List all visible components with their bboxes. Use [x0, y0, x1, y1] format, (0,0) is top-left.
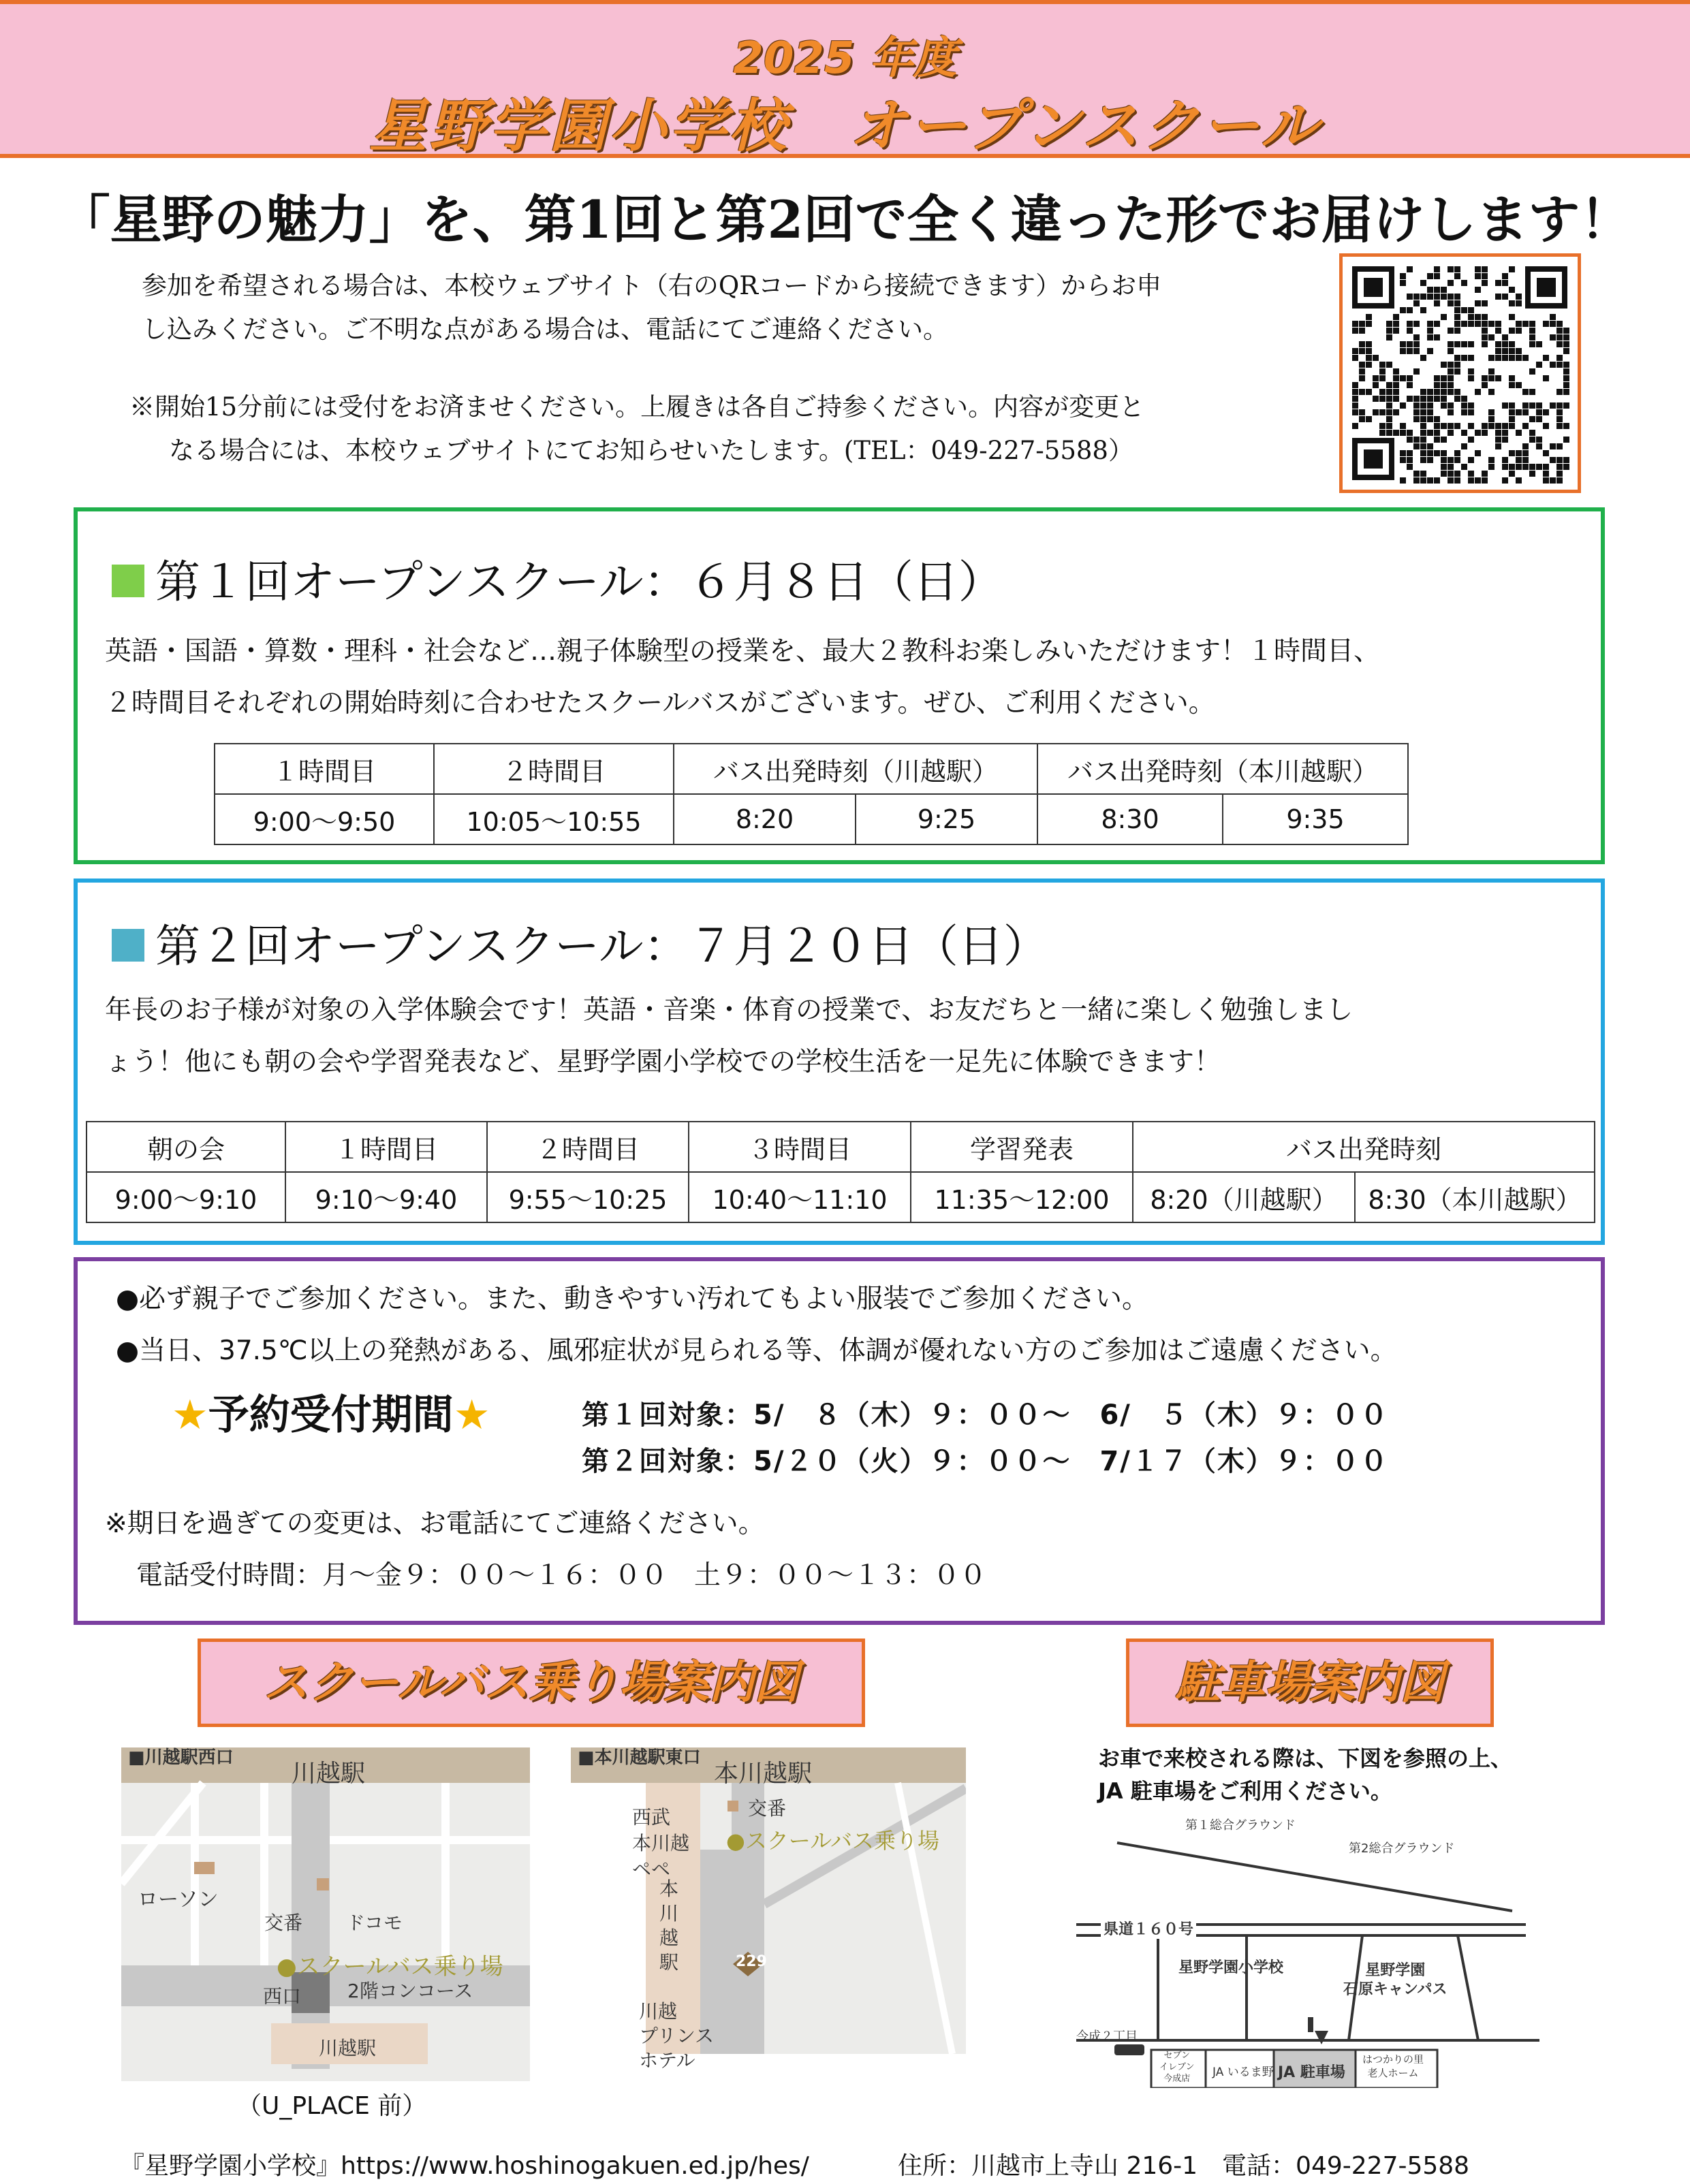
s2-value-morning: 9:00～9:10	[87, 1172, 285, 1222]
route-229-badge: 229	[736, 1953, 767, 1970]
header-year: 2025 年度	[733, 33, 957, 84]
kawagoe-station-map	[121, 1747, 530, 2120]
header-banner	[0, 0, 1690, 158]
parking-map-title: 駐車場案内図	[1126, 1639, 1494, 1727]
map1-station-bottom: 川越駅	[319, 2037, 377, 2059]
parking-desc-1: お車で来校される際は、下図を参照の上、	[1098, 1745, 1513, 1771]
reserve-period-2: 第２回対象：5/２０（火）９：００～ 7/１７（木）９：００	[582, 1446, 1389, 1477]
kawagoe-map-drawing	[121, 1747, 530, 2081]
s1-value-bus-k1: 8:20	[674, 794, 856, 844]
s2-value-presentation: 11:35～12:00	[911, 1172, 1133, 1222]
s1-header-period1: １時間目	[215, 744, 434, 794]
s1-value-period1: 9:00～9:50	[215, 794, 434, 844]
session-2-table	[86, 1121, 1595, 1223]
map2-seibu: 西武 本川越 ペペ	[632, 1806, 690, 1880]
headline: 「星野の魅力」を、第1回と第2回で全く違った形でお届けします！	[58, 189, 1632, 250]
qr-code-icon	[1343, 257, 1578, 490]
s1-value-bus-h2: 9:35	[1223, 794, 1408, 844]
map1-nishiguchi: 西口	[263, 1985, 302, 2008]
map1-koban: 交番	[264, 1912, 303, 1934]
map2-bus-stop: ●スクールバス乗り場	[726, 1828, 940, 1854]
parking-ground-2: 第2総合グラウンド	[1349, 1841, 1455, 1856]
s1-value-period2: 10:05～10:55	[434, 794, 674, 844]
s2-value-period2: 9:55～10:25	[487, 1172, 689, 1222]
s2-value-period1: 9:10～9:40	[285, 1172, 487, 1222]
reserve-title-text: ★予約受付期間★	[172, 1391, 490, 1439]
reserve-period-1: 第１回対象：5/ ８（木）９：００～ 6/ ５（木）９：００	[582, 1399, 1389, 1431]
map2-honkawagoe-station: 本 川 越 駅	[659, 1878, 679, 1974]
session-1-table	[214, 743, 1409, 845]
footer-website[interactable]: 『星野学園小学校』https://www.hoshinogakuen.ed.jp/hes/	[120, 2152, 809, 2180]
parking-map	[1076, 1816, 1539, 2088]
session-2-heading: 第２回オープンスクール：７月２０日（日）	[112, 910, 1048, 975]
footer-address: 住所：川越市上寺山 216-1 電話：049-227-5588	[898, 2152, 1470, 2180]
after-note-1: ※期日を過ぎての変更は、お電話にてご連絡ください。	[105, 1508, 765, 1539]
map1-caption: （U_PLACE 前）	[237, 2092, 427, 2120]
s2-header-period2: ２時間目	[487, 1122, 689, 1172]
after-note-2: 電話受付時間：月～金９：００～１６：００ 土９：００～１３：００	[136, 1560, 987, 1591]
s2-header-bus: バス出発時刻	[1133, 1122, 1595, 1172]
parking-ground-1: 第１総合グラウンド	[1185, 1818, 1296, 1833]
map1-tag: ■川越駅西口	[128, 1747, 234, 1768]
s2-value-period3: 10:40～11:10	[689, 1172, 911, 1222]
note-1: ●必ず親子でご参加ください。また、動きやすい汚れてもよい服装でご参加ください。	[116, 1284, 1149, 1314]
map1-lawson: ローソン	[138, 1888, 219, 1912]
parking-road: 県道１６０号	[1101, 1918, 1196, 1939]
reserve-title	[172, 1382, 490, 1441]
bus-map-title: スクールバス乗り場案内図	[198, 1639, 865, 1727]
green-square-icon	[112, 565, 144, 597]
notes-box	[74, 1257, 1605, 1625]
map1-station-top: 川越駅	[292, 1760, 366, 1788]
session-2-box	[74, 879, 1605, 1245]
intro-line-3: ※開始15分前には受付をお済ませください。上履きは各自ご持参ください。内容が変更と	[129, 392, 1145, 422]
map1-docomo: ドコモ	[346, 1912, 403, 1934]
s1-header-bus-kawagoe: バス出発時刻（川越駅）	[674, 744, 1037, 794]
note-2: ●当日、37.5℃以上の発熱がある、風邪症状が見られる等、体調が優れない方のご参加はご遠慮ください。	[116, 1335, 1397, 1366]
parking-seven: セブン イレブン 今成店	[1159, 2051, 1195, 2084]
s2-header-morning: 朝の会	[87, 1122, 285, 1172]
map1-concourse: 2階コンコース	[347, 1980, 473, 2002]
s2-header-period1: １時間目	[285, 1122, 487, 1172]
parking-home: はつかりの里 老人ホーム	[1362, 2053, 1424, 2079]
map1-bus-stop: ●スクールバス乗り場	[277, 1953, 503, 1980]
intro-line-2: し込みください。ご不明な点がある場合は、電話にてご連絡ください。	[142, 315, 948, 344]
map2-koban: 交番	[748, 1797, 787, 1820]
blue-square-icon	[112, 929, 144, 962]
map2-hotel: 川越 プリンス ホテル	[639, 2000, 715, 2072]
qr-code[interactable]	[1339, 253, 1581, 493]
header-title: 星野学園小学校 オープンスクール	[369, 93, 1321, 159]
session-1-desc-2: ２時間目それぞれの開始時刻に合わせたスクールバスがございます。ぜひ、ご利用ください。	[105, 688, 1215, 718]
session-2-desc-1: 年長のお子様が対象の入学体験会です！英語・音楽・体育の授業で、お友だちと一緒に楽しく勉強しまし	[105, 995, 1353, 1026]
map2-station-top: 本川越駅	[714, 1760, 813, 1788]
s2-value-bus-kawagoe: 8:20（川越駅）	[1133, 1172, 1355, 1222]
intro-line-4: なる場合には、本校ウェブサイトにてお知らせいたします。(TEL：049-227-5588）	[169, 436, 1133, 465]
session-1-heading: 第１回オープンスクール：６月８日（日）	[112, 545, 1003, 610]
parking-desc	[1098, 1742, 1512, 1807]
s1-value-bus-h1: 8:30	[1037, 794, 1223, 844]
honkawagoe-station-map	[571, 1747, 966, 2072]
session-1-box	[74, 507, 1605, 864]
s2-value-bus-honkawagoe: 8:30（本川越駅）	[1355, 1172, 1595, 1222]
parking-campus: 星野学園 石原キャンパス	[1343, 1962, 1448, 1998]
parking-desc-2: JA 駐車場をご利用ください。	[1098, 1778, 1392, 1804]
parking-school: 星野学園小学校	[1178, 1959, 1284, 1976]
s1-value-bus-k2: 9:25	[856, 794, 1037, 844]
parking-ja-iruma: JA いるま野	[1212, 2066, 1274, 2079]
s2-header-presentation: 学習発表	[911, 1122, 1133, 1172]
parking-signal: 今成２丁目	[1076, 2029, 1138, 2044]
session-2-desc-2: ょう！他にも朝の会や学習発表など、星野学園小学校での学校生活を一足先に体験できます！	[105, 1047, 1221, 1077]
map2-tag: ■本川越駅東口	[578, 1747, 701, 1768]
s2-header-period3: ３時間目	[689, 1122, 911, 1172]
session-1-desc-1: 英語・国語・算数・理科・社会など…親子体験型の授業を、最大２教科お楽しみいただけます！１時間目、	[105, 636, 1381, 667]
intro-line-1: 参加を希望される場合は、本校ウェブサイト（右のQRコードから接続できます）からお申	[142, 271, 1162, 300]
parking-map-drawing	[1076, 1816, 1539, 2088]
s1-header-period2: ２時間目	[434, 744, 674, 794]
s1-header-bus-honkawagoe: バス出発時刻（本川越駅）	[1037, 744, 1408, 794]
parking-ja-lot: JA 駐車場	[1278, 2064, 1345, 2081]
